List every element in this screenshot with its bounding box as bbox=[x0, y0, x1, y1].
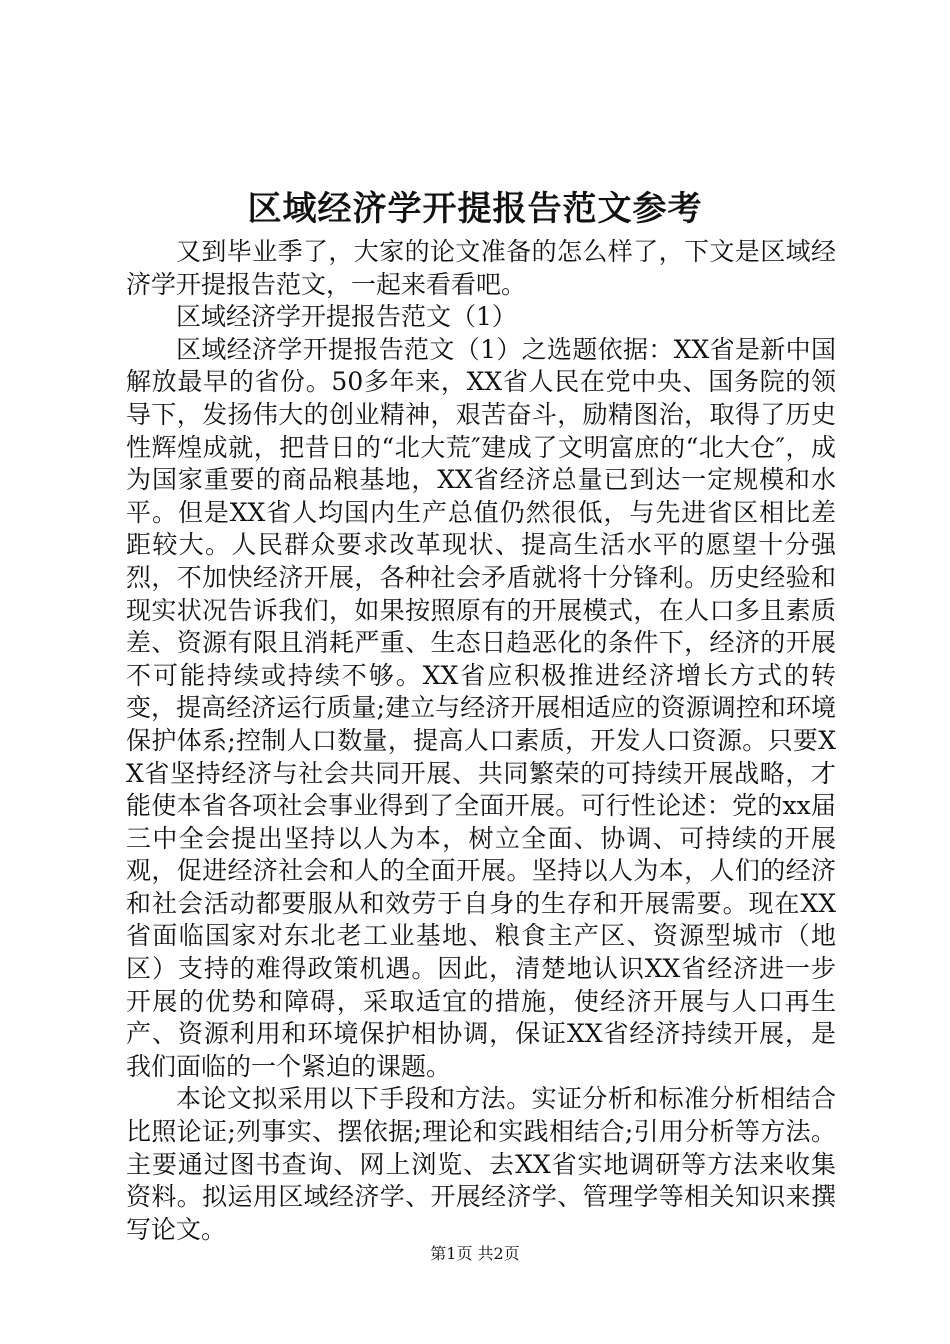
methods-paragraph: 本论文拟采用以下手段和方法。实证分析和标准分析相结合比照论证;列事实、摆依据;理论和实践相结合;引用分析等方法。主要通过图书查询、网上浏览、去XX省实地调研等方法来收集资料。拟运用区域经济学、开展经济学、管理学等相关知识来撰写论文。 bbox=[126, 1084, 836, 1244]
section-heading-paragraph: 区域经济学开提报告范文（1） bbox=[176, 302, 517, 332]
intro-paragraph: 又到毕业季了，大家的论文准备的怎么样了，下文是区域经济学开提报告范文，一起来看看吧。 bbox=[126, 237, 836, 299]
document-body bbox=[126, 236, 836, 1246]
document-title: 区域经济学开提报告范文参考 bbox=[247, 189, 703, 229]
topic-basis-paragraph: 区域经济学开提报告范文（1）之选题依据：XX省是新中国解放最早的省份。50多年来，XX省人民在党中央、国务院的领导下，发扬伟大的创业精神，艰苦奋斗，励精图治，取得了历史性辉煌成就，把昔日的“北大荒″建成了文明富庶的“北大仓″，成为国家重要的商品粮基地，XX省经济总量已到达一定规模和水平。但是XX省人均国内生产总值仍然很低，与先进省区相比差距较大。人民群众要求改革现状、提高生活水平的愿望十分强烈，不加快经济开展，各种社会矛盾就将十分锋利。历史经验和现实状况告诉我们，如果按照原有的开展模式，在人口多且素质差、资源有限且消耗严重、生态日趋恶化的条件下，经济的开展不可能持续或持续不够。XX省应积极推进经济增长方式的转变，提高经济运行质量;建立与经济开展相适应的资源调控和环境保护体系;控制人口数量，提高人口素质，开发人口资源。只要XX省坚持经济与社会共同开展、共同繁荣的可持续开展战略，才能使本省各项社会事业得到了全面开展。可行性论述：党的xx届三中全会提出坚持以人为本，树立全面、协调、可持续的开展观，促进经济社会和人的全面开展。坚持以人为本，人们的经济和社会活动都要服从和效劳于自身的生存和开展需要。现在XX省面临国家对东北老工业基地、粮食主产区、资源型城市（地区）支持的难得政策机遇。因此，清楚地认识XX省经济进一步开展的优势和障碍，采取适宜的措施，使经济开展与人口再生产、资源利用和环境保护相协调，保证XX省经济持续开展，是我们面临的一个紧迫的课题。 bbox=[126, 334, 836, 1081]
page-number-footer: 第1页 共2页 bbox=[430, 1244, 520, 1263]
